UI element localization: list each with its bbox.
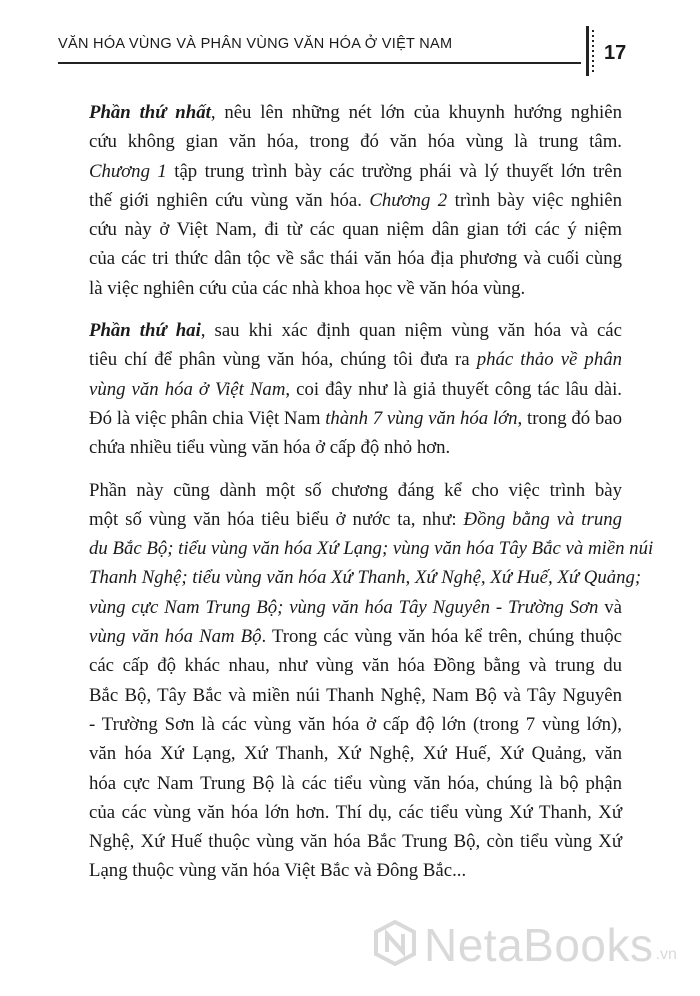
text-run: Chương 1: [89, 160, 167, 182]
body-text: [89, 98, 654, 899]
text-line: [89, 186, 622, 215]
text-run: Bắc Bộ, Tây Bắc và miền núi Thanh Nghệ, Nam Bộ và Tây Nguyên: [89, 684, 622, 706]
text-run: Phần này cũng dành một số chương đáng kể cho việc trình bày: [89, 479, 622, 501]
text-run: Lạng thuộc vùng văn hóa Việt Bắc và Đông Bắc...: [89, 860, 467, 882]
netabooks-logo-icon: [372, 920, 418, 971]
text-line: [89, 375, 622, 404]
text-line: [89, 476, 622, 505]
text-line: [89, 651, 622, 680]
text-line: [89, 798, 622, 827]
text-run: vùng văn hóa Nam Bộ: [89, 626, 262, 648]
text-line: [89, 681, 622, 710]
text-run: hóa cực Nam Trung Bộ là các tiểu vùng văn hóa, chúng là bộ phận: [89, 772, 622, 794]
text-run: , sau khi xác định quan niệm vùng văn hóa và các: [200, 320, 622, 342]
watermark: [372, 918, 677, 972]
paragraph: [89, 98, 622, 303]
watermark-suffix: .vn: [655, 946, 677, 963]
text-line: [89, 622, 622, 651]
text-line: [89, 404, 622, 433]
text-run: Đó là việc phân chia Việt Nam: [89, 407, 326, 429]
text-run: Phần thứ hai: [89, 320, 201, 342]
text-line: [89, 244, 622, 273]
text-run: chứa nhiều tiểu vùng văn hóa ở cấp độ nhỏ hơn.: [89, 437, 451, 459]
text-line: [89, 563, 642, 592]
text-run: các cấp độ khác nhau, như vùng văn hóa Đồng bằng và trung du: [89, 655, 622, 677]
text-run: của các tri thức dân tộc về sắc thái văn hóa địa phương và cuối cùng: [89, 248, 622, 270]
text-run: phác thảo về phân: [476, 349, 622, 371]
header-vertical-bar: [586, 26, 589, 76]
text-line: [89, 316, 622, 345]
text-line: [89, 593, 622, 622]
text-run: tiêu chí để phân vùng văn hóa, chúng tôi đưa ra: [89, 349, 477, 371]
text-run: Nghệ, Xứ Huế thuộc vùng văn hóa Bắc Trung Bộ, còn tiểu vùng Xứ: [89, 831, 622, 853]
header-dotted-rule: [592, 30, 594, 72]
text-line: [89, 157, 622, 186]
text-run: , coi đây như là giả thuyết công tác lâu dài.: [285, 378, 622, 400]
text-run: trình bày việc nghiên: [447, 189, 622, 211]
text-line: [89, 345, 622, 374]
text-line: [89, 827, 622, 856]
page-number: 17: [604, 42, 627, 64]
text-run: thế giới nghiên cứu vùng văn hóa.: [89, 189, 370, 211]
paragraph: [89, 476, 654, 886]
text-line: [89, 505, 622, 534]
text-run: thành 7 vùng văn hóa lớn: [325, 407, 518, 429]
text-run: vùng văn hóa ở Việt Nam: [89, 378, 286, 400]
text-run: tập trung trình bày các trường phái và lý thuyết lớn trên: [166, 160, 622, 182]
text-run: , trong đó bao: [517, 407, 623, 429]
text-run: . Trong các vùng văn hóa kể trên, chúng thuộc: [261, 626, 622, 648]
text-run: Chương 2: [369, 189, 448, 211]
text-line: [89, 274, 622, 303]
text-run: một số vùng văn hóa tiêu biểu ở nước ta, như:: [89, 508, 464, 530]
text-line: [89, 433, 622, 462]
text-line: [89, 856, 622, 885]
text-run: cứu không gian văn hóa, trong đó văn hóa vùng là trung tâm.: [89, 131, 622, 153]
text-line: [89, 710, 622, 739]
text-line: [89, 739, 622, 768]
text-line: [89, 215, 622, 244]
text-run: Đồng bằng và trung: [463, 508, 622, 530]
text-run: văn hóa Xứ Lạng, Xứ Thanh, Xứ Nghệ, Xứ Huế, Xứ Quảng, văn: [89, 743, 622, 765]
text-run: - Trường Sơn là các vùng văn hóa ở cấp độ lớn (trong 7 vùng lớn),: [89, 713, 622, 735]
running-title: VĂN HÓA VÙNG VÀ PHÂN VÙNG VĂN HÓA Ở VIỆT NAM: [58, 36, 453, 52]
header-rule: [58, 62, 581, 64]
text-run: , nêu lên những nét lớn của khuynh hướng nghiên: [210, 102, 622, 123]
text-run: là việc nghiên cứu của các nhà khoa học về văn hóa vùng.: [89, 277, 526, 299]
paragraph: [89, 316, 622, 462]
text-line: [89, 98, 622, 127]
text-run: Thanh Nghệ; tiểu vùng văn hóa Xứ Thanh, Xứ Nghệ, Xứ Huế, Xứ Quảng;: [89, 567, 642, 589]
text-run: cứu này ở Việt Nam, đi từ các quan niệm dân gian tới các ý niệm: [89, 219, 622, 241]
text-run: Phần thứ nhất: [89, 102, 211, 123]
text-line: [89, 127, 622, 156]
text-run: và: [598, 596, 622, 618]
text-line: [89, 769, 622, 798]
text-line: [89, 534, 654, 563]
watermark-brand: NetaBooks: [424, 919, 654, 971]
text-run: vùng cực Nam Trung Bộ; vùng văn hóa Tây Nguyên - Trường Sơn: [89, 596, 599, 618]
text-run: du Bắc Bộ; tiểu vùng văn hóa Xứ Lạng; vùng văn hóa Tây Bắc và miền núi: [89, 538, 654, 560]
text-run: của các vùng văn hóa lớn hơn. Thí dụ, các tiểu vùng Xứ Thanh, Xứ: [89, 801, 622, 823]
